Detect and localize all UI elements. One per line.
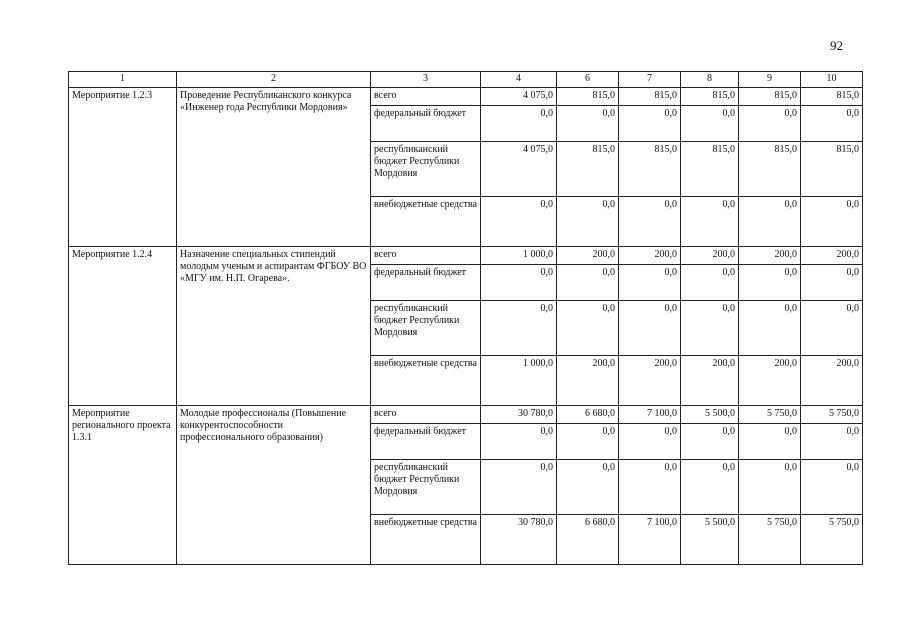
amount-cell: 0,0	[557, 265, 619, 301]
amount-cell: 5 750,0	[801, 515, 863, 565]
funding-source-cell: федеральный бюджет	[371, 265, 481, 301]
amount-cell: 200,0	[681, 247, 739, 265]
column-header: 8	[681, 72, 739, 88]
amount-cell: 0,0	[619, 460, 681, 515]
amount-cell: 815,0	[619, 142, 681, 197]
column-header: 6	[557, 72, 619, 88]
amount-cell: 0,0	[739, 460, 801, 515]
activity-title-cell: Назначение специальных стипендий молодым ученым и аспирантам ФГБОУ ВО «МГУ им. Н.П. Огарева».	[177, 247, 371, 406]
funding-source-cell: федеральный бюджет	[371, 424, 481, 460]
amount-cell: 200,0	[739, 247, 801, 265]
amount-cell: 7 100,0	[619, 515, 681, 565]
amount-cell: 5 750,0	[801, 406, 863, 424]
amount-cell: 0,0	[481, 460, 557, 515]
amount-cell: 0,0	[481, 301, 557, 356]
amount-cell: 5 750,0	[739, 406, 801, 424]
amount-cell: 200,0	[681, 356, 739, 406]
amount-cell: 0,0	[681, 424, 739, 460]
amount-cell: 0,0	[801, 197, 863, 247]
amount-cell: 815,0	[681, 88, 739, 106]
amount-cell: 6 680,0	[557, 406, 619, 424]
amount-cell: 0,0	[681, 265, 739, 301]
amount-cell: 0,0	[557, 197, 619, 247]
amount-cell: 1 000,0	[481, 247, 557, 265]
amount-cell: 0,0	[619, 424, 681, 460]
amount-cell: 815,0	[619, 88, 681, 106]
amount-cell: 200,0	[619, 356, 681, 406]
amount-cell: 0,0	[557, 460, 619, 515]
amount-cell: 0,0	[801, 424, 863, 460]
amount-cell: 815,0	[681, 142, 739, 197]
amount-cell: 200,0	[557, 356, 619, 406]
column-header: 7	[619, 72, 681, 88]
amount-cell: 0,0	[681, 197, 739, 247]
page-number: 92	[830, 38, 843, 53]
amount-cell: 0,0	[557, 301, 619, 356]
amount-cell: 0,0	[481, 265, 557, 301]
amount-cell: 200,0	[557, 247, 619, 265]
amount-cell: 7 100,0	[619, 406, 681, 424]
column-header: 3	[371, 72, 481, 88]
activity-id-cell: Мероприятие 1.2.4	[69, 247, 177, 406]
amount-cell: 5 500,0	[681, 406, 739, 424]
header-row	[69, 72, 863, 88]
amount-cell: 815,0	[739, 142, 801, 197]
amount-cell: 4 075,0	[481, 88, 557, 106]
amount-cell: 1 000,0	[481, 356, 557, 406]
amount-cell: 0,0	[801, 301, 863, 356]
funding-source-cell: республиканский бюджет Республики Мордовия	[371, 460, 481, 515]
activity-id-cell: Мероприятие 1.2.3	[69, 88, 177, 247]
amount-cell: 4 075,0	[481, 142, 557, 197]
column-header: 9	[739, 72, 801, 88]
table-body	[69, 88, 863, 565]
funding-source-cell: республиканский бюджет Республики Мордовия	[371, 301, 481, 356]
amount-cell: 0,0	[801, 106, 863, 142]
amount-cell: 815,0	[739, 88, 801, 106]
amount-cell: 0,0	[557, 424, 619, 460]
funding-source-cell: республиканский бюджет Республики Мордовия	[371, 142, 481, 197]
funding-source-cell: внебюджетные средства	[371, 356, 481, 406]
amount-cell: 0,0	[619, 106, 681, 142]
amount-cell: 0,0	[619, 265, 681, 301]
amount-cell: 6 680,0	[557, 515, 619, 565]
amount-cell: 815,0	[557, 88, 619, 106]
column-header: 2	[177, 72, 371, 88]
table-row	[69, 88, 863, 106]
amount-cell: 0,0	[619, 197, 681, 247]
amount-cell: 200,0	[739, 356, 801, 406]
amount-cell: 0,0	[801, 265, 863, 301]
amount-cell: 0,0	[801, 460, 863, 515]
table-row	[69, 247, 863, 265]
amount-cell: 0,0	[739, 301, 801, 356]
funding-source-cell: всего	[371, 247, 481, 265]
amount-cell: 200,0	[801, 247, 863, 265]
amount-cell: 0,0	[481, 197, 557, 247]
amount-cell: 0,0	[681, 460, 739, 515]
amount-cell: 815,0	[801, 88, 863, 106]
amount-cell: 0,0	[739, 106, 801, 142]
amount-cell: 5 750,0	[739, 515, 801, 565]
column-header: 1	[69, 72, 177, 88]
activity-title-cell: Проведение Республиканского конкурса «Инженер года Республики Мордовия»	[177, 88, 371, 247]
amount-cell: 0,0	[481, 424, 557, 460]
amount-cell: 200,0	[801, 356, 863, 406]
amount-cell: 0,0	[739, 265, 801, 301]
activity-title-cell: Молодые профессионалы (Повышение конкурентоспособности профессионального образования)	[177, 406, 371, 565]
funding-source-cell: всего	[371, 88, 481, 106]
funding-source-cell: внебюджетные средства	[371, 515, 481, 565]
budget-table	[68, 71, 863, 565]
amount-cell: 815,0	[801, 142, 863, 197]
funding-source-cell: федеральный бюджет	[371, 106, 481, 142]
amount-cell: 0,0	[681, 301, 739, 356]
amount-cell: 815,0	[557, 142, 619, 197]
funding-source-cell: внебюджетные средства	[371, 197, 481, 247]
amount-cell: 0,0	[681, 106, 739, 142]
amount-cell: 0,0	[739, 197, 801, 247]
amount-cell: 5 500,0	[681, 515, 739, 565]
column-header: 10	[801, 72, 863, 88]
funding-source-cell: всего	[371, 406, 481, 424]
column-header: 4	[481, 72, 557, 88]
amount-cell: 0,0	[481, 106, 557, 142]
amount-cell: 30 780,0	[481, 515, 557, 565]
amount-cell: 30 780,0	[481, 406, 557, 424]
amount-cell: 0,0	[739, 424, 801, 460]
amount-cell: 0,0	[557, 106, 619, 142]
activity-id-cell: Мероприятие регионального проекта 1.3.1	[69, 406, 177, 565]
table-row	[69, 406, 863, 424]
amount-cell: 0,0	[619, 301, 681, 356]
amount-cell: 200,0	[619, 247, 681, 265]
